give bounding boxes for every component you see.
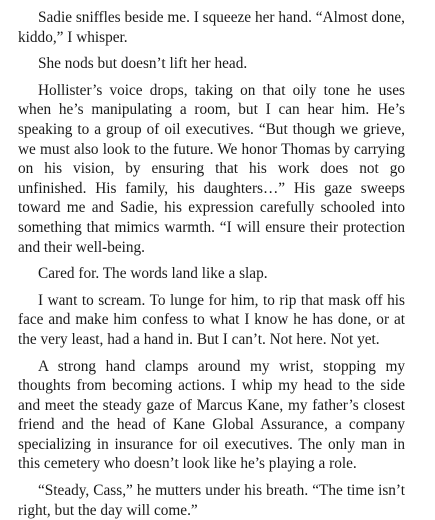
paragraph-5: I want to scream. To lunge for him, to rip that mask off his face and make him confess to what I know he has done, or at the very least, had a hand in. But I can’t. Not here. Not yet. (18, 291, 405, 348)
paragraph-7: “Steady, Cass,” he mutters under his breath. “The time isn’t right, but the day will come.” (18, 482, 405, 519)
paragraph-1: Sadie sniffles beside me. I squeeze her hand. “Almost done, kiddo,” I whisper. (18, 9, 405, 46)
paragraph-2: She nods but doesn’t lift her head. (38, 55, 248, 73)
paragraph-3: Hollister’s voice drops, taking on that oily tone he uses when he’s manipulating a room, but I can hear him. He’s speaking to a group of oil executives. “But though we grieve, we must also look to the future. We honor Thomas by carrying on his vision, by ensuring that his work does not go unfinished. His family, his daughters…” His gaze sweeps toward me and Sadie, his expression carefully schooled into something that mimics warmth. “I will ensure their protection and their well-being. (18, 81, 405, 256)
paragraph-6: A strong hand clamps around my wrist, stopping my thoughts from becoming actions. I whip my head to the side and meet the steady gaze of Marcus Kane, my father’s closest friend and the head of Kane Global Assurance, a company specializing in insurance for oil executives. The only man in this cemetery who doesn’t look like he’s playing a role. (18, 357, 405, 473)
paragraph-4: Cared for. The words land like a slap. (38, 265, 268, 283)
